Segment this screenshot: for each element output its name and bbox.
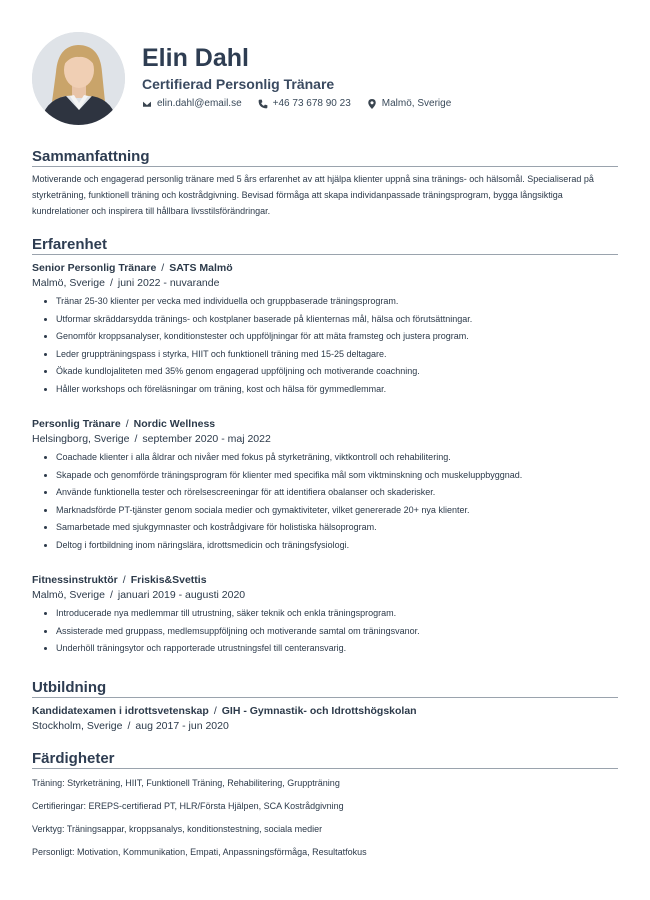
section-heading: Sammanfattning [32,148,618,167]
list-item: • Skapade och genomförde träningsprogram för klienter med specifika mål som viktminskning och muskeluppbyggnad. [56,467,618,485]
job-location: Malmö, Sverige [32,277,105,289]
job-header [32,573,618,588]
section-heading: Erfarenhet [32,236,618,255]
contact-email-text: elin.dahl@email.se [157,98,242,109]
job-location: Helsingborg, Sverige [32,433,130,445]
education-entry [32,704,618,734]
education-school: GIH - Gymnastik- och Idrottshögskolan [221,704,417,717]
avatar-portrait-icon [32,32,125,125]
list-item: • Leder gruppträningspass i styrka, HIIT och funktionell träning med 15-25 deltagare. [56,346,618,364]
resume-header [32,0,618,140]
summary-text: Motiverande och engagerad personlig tränare med 5 års erfarenhet av att hjälpa klienter uppnå sina tränings- och hälsomål. Specialiserad på styrketräning, funktionell träning och kostrådgivning. Bevisad förmåga att skapa individanpassade träningsprogram, bygga långsiktiga kundrelationer och inspirera till hållbara livsstilsförändringar. [32,174,594,216]
job-company: Friskis&Svettis [130,574,207,586]
job-location: Malmö, Sverige [32,589,105,601]
education-section [32,679,618,734]
contact-email[interactable] [142,98,242,109]
job-meta [32,276,618,291]
job-dates: juni 2022 - nuvarande [117,277,220,289]
section-heading: Utbildning [32,679,618,698]
job-bullets [32,449,618,554]
skills-line: Verktyg: Träningsappar, kroppsanalys, konditionstestning, sociala medier [32,823,323,834]
job-bullets [32,605,618,658]
list-item: • Håller workshops och föreläsningar om träning, kost och hälsa för gymmedlemmar. [56,381,618,399]
separator: / [109,277,113,289]
contact-location [367,98,451,109]
separator: / [161,262,165,274]
job-role: Senior Personlig Tränare [32,262,157,274]
job-bullets [32,293,618,398]
job-role: Personlig Tränare [32,418,121,430]
list-item: • Genomför kroppsanalyser, konditionstester och uppföljningar för att mäta framsteg och justera program. [56,328,618,346]
section-heading: Färdigheter [32,750,618,769]
job-entry [32,261,618,398]
job-role: Fitnessinstruktör [32,574,118,586]
job-dates: januari 2019 - augusti 2020 [117,589,246,601]
education-meta [32,719,618,734]
education-header [32,704,618,719]
education-degree: Kandidatexamen i idrottsvetenskap [32,704,209,717]
candidate-name: Elin Dahl [142,44,249,72]
job-company: SATS Malmö [169,262,233,274]
list-item: • Deltog i fortbildning inom näringslära, idrottsmedicin och träningsfysiologi. [56,537,618,555]
envelope-icon [142,99,152,109]
avatar [32,32,125,125]
job-meta [32,432,618,447]
list-item: • Coachade klienter i alla åldrar och nivåer med fokus på styrketräning, viktkontroll och rehabilitering. [56,449,618,467]
job-header [32,417,618,432]
separator: / [125,418,129,430]
skills-line: Certifieringar: EREPS-certifierad PT, HLR/Första Hjälpen, SCA Kostrådgivning [32,800,344,811]
job-entry [32,573,618,658]
candidate-title: Certifierad Personlig Tränare [142,76,335,92]
summary-section [32,148,618,219]
separator: / [109,589,113,601]
contact-location-text: Malmö, Sverige [381,98,452,109]
list-item: • Introducerade nya medlemmar till utrustning, säker teknik och enkla träningsprogram. [56,605,618,623]
list-item: • Ökade kundlojaliteten med 35% genom engagerad uppföljning och motiverande coachning. [56,363,618,381]
job-header [32,261,618,276]
separator: / [213,704,217,717]
list-item: • Samarbetade med sjukgymnaster och kostrådgivare för holistiska hälsoprogram. [56,519,618,537]
list-item: • Assisterade med gruppass, medlemsuppföljning och motiverande samtal om träningsvanor. [56,623,618,641]
skills-line: Personligt: Motivation, Kommunikation, Empati, Anpassningsförmåga, Resultatfokus [32,846,367,857]
list-item: • Utformar skräddarsydda tränings- och kostplaner baserade på klienternas mål, hälsa och förutsättningar. [56,311,618,329]
list-item: • Tränar 25-30 klienter per vecka med individuella och gruppbaserade träningsprogram. [56,293,618,311]
contact-phone-text: +46 73 678 90 23 [272,98,351,109]
skills-line: Träning: Styrketräning, HIIT, Funktionell Träning, Rehabilitering, Gruppträning [32,777,340,788]
separator: / [122,574,126,586]
list-item: • Underhöll träningsytor och rapporterade utrustningsfel till centeransvarig. [56,640,618,658]
phone-icon [258,99,268,109]
job-dates: september 2020 - maj 2022 [142,433,271,445]
list-item: • Marknadsförde PT-tjänster genom sociala medier och gymaktiviteter, vilket genererade 20+ nya klienter. [56,502,618,520]
job-company: Nordic Wellness [133,418,216,430]
job-meta [32,588,618,603]
list-item: • Använde funktionella tester och rörelsescreeningar för att identifiera obalanser och skaderisker. [56,484,618,502]
separator: / [134,433,138,445]
skills-section [32,750,618,859]
separator: / [127,719,131,732]
experience-section [32,236,618,658]
education-location: Stockholm, Sverige [32,719,123,732]
contact-info [142,98,451,109]
education-dates: aug 2017 - jun 2020 [135,719,229,732]
contact-phone[interactable] [258,98,351,109]
job-entry [32,417,618,554]
map-pin-icon [367,99,377,109]
